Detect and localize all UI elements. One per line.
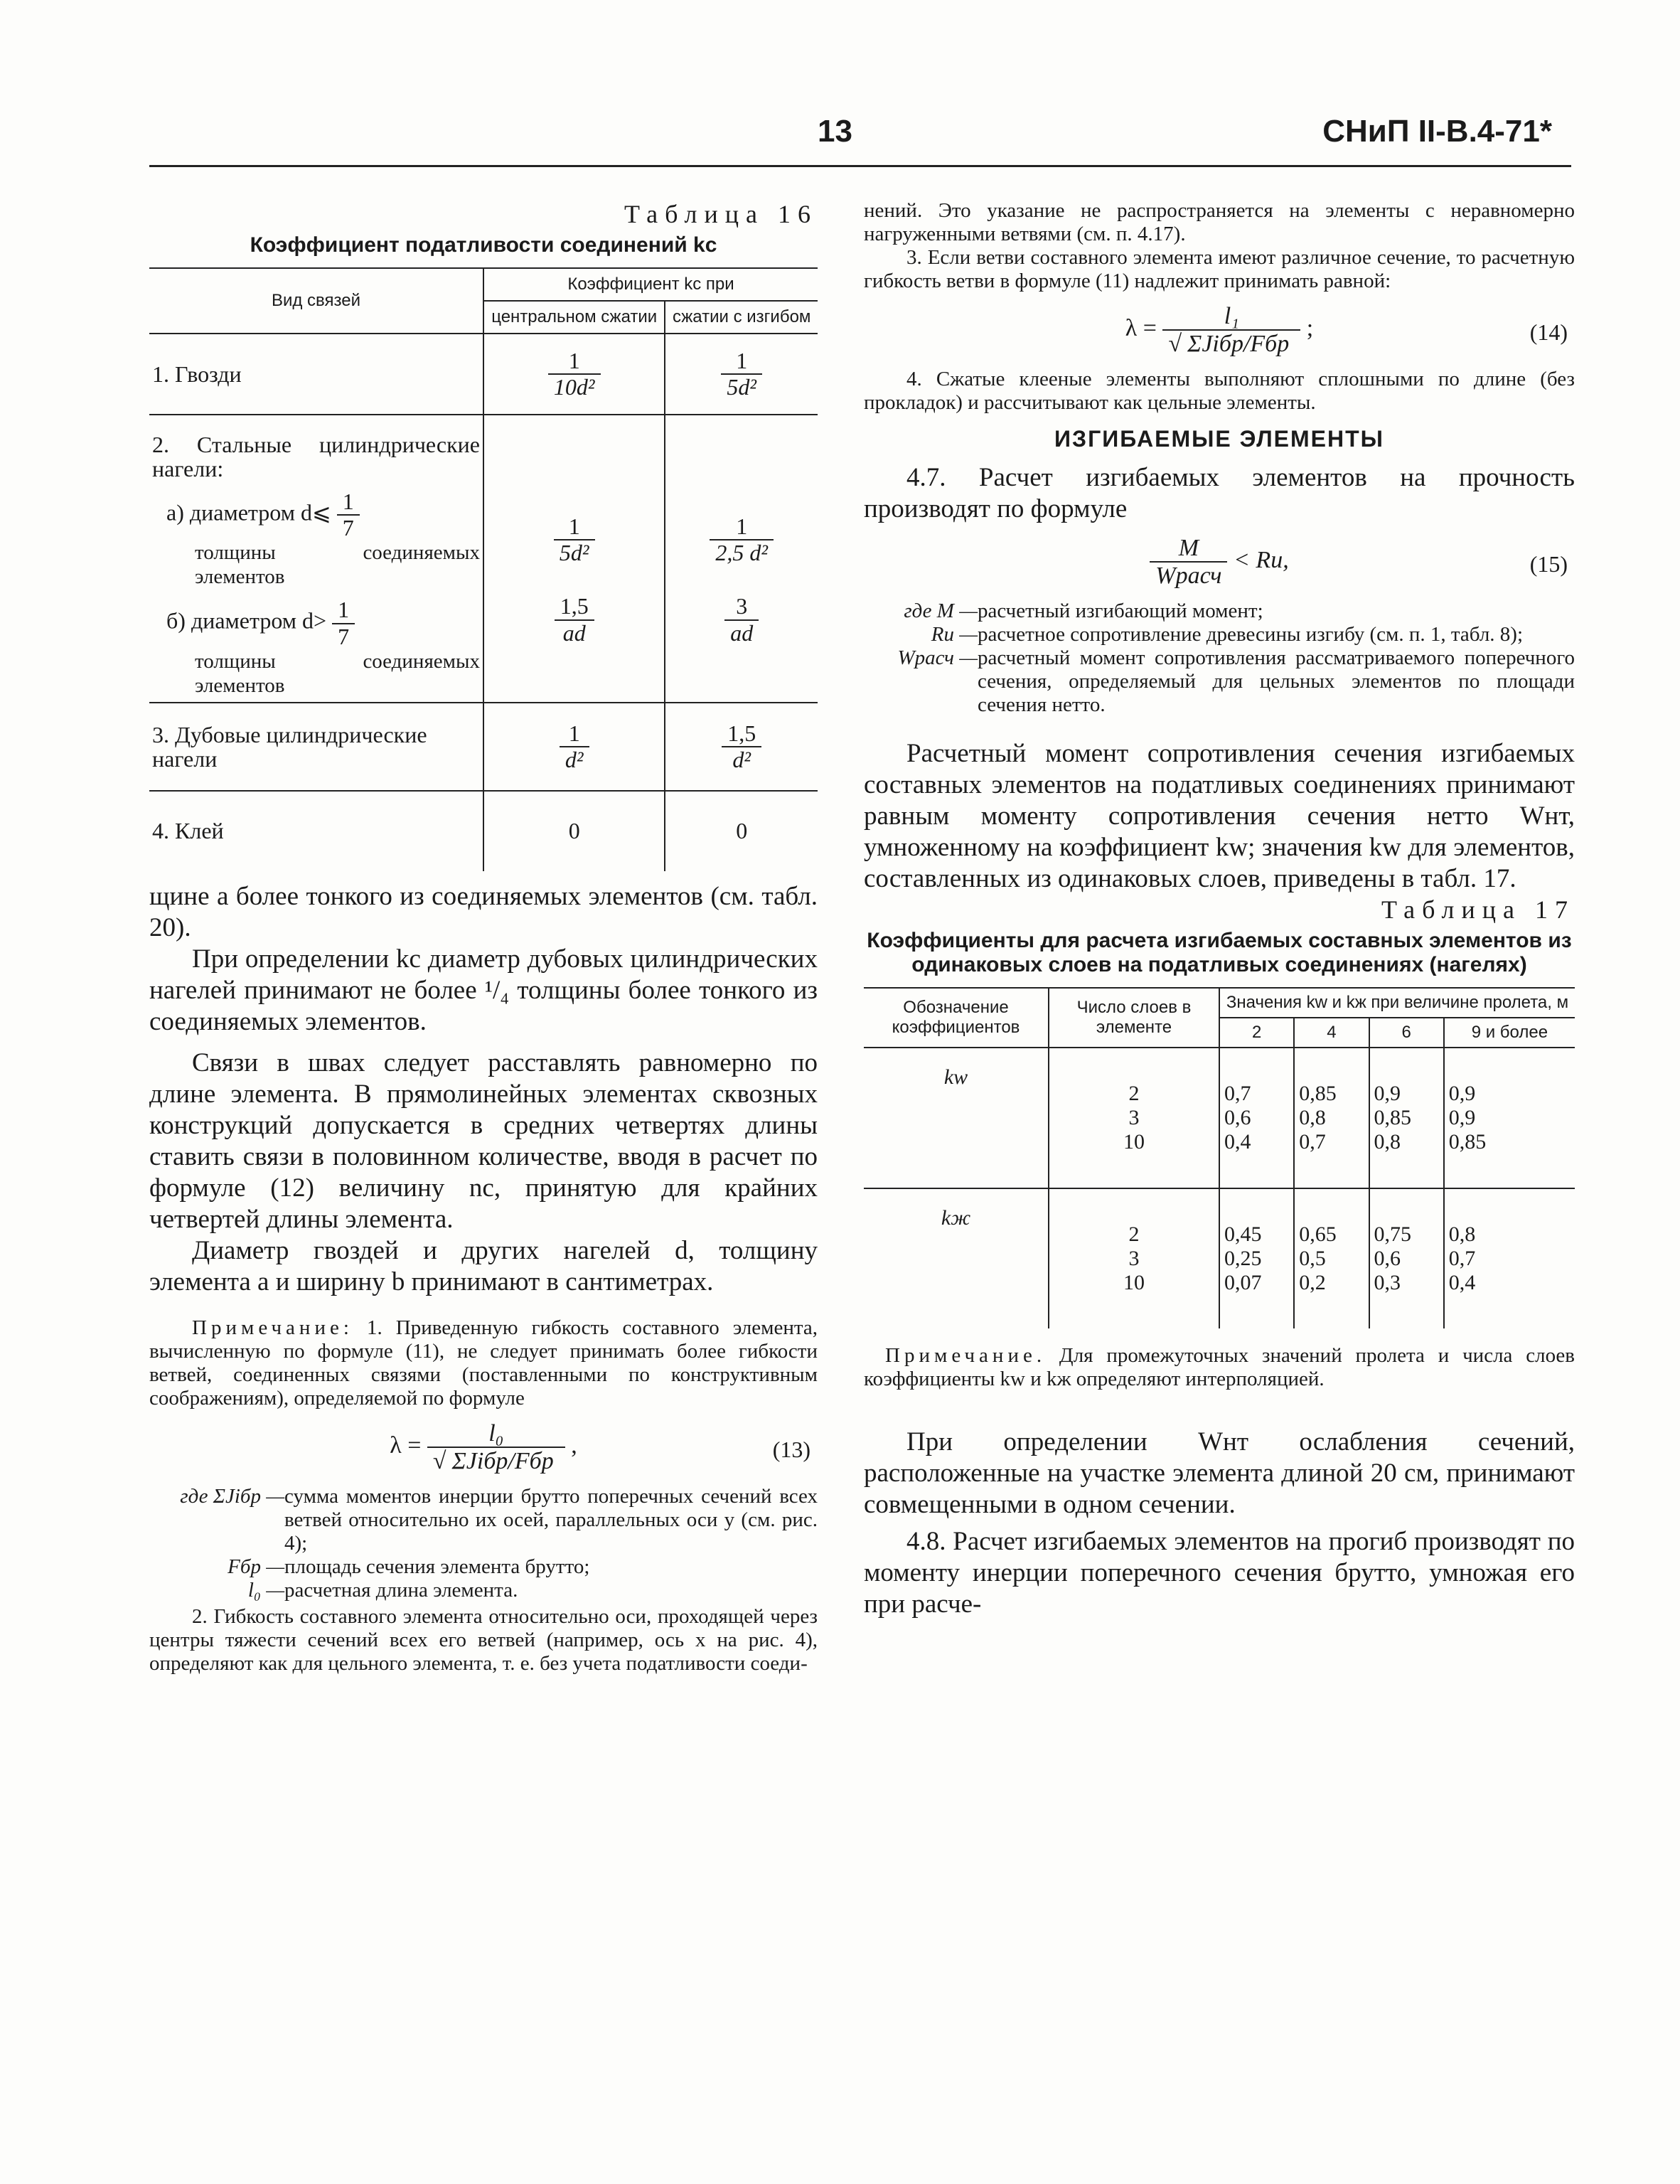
paragraph: 4.8. Расчет изгибаемых элементов на прогиб производят по моменту инерции поперечного сечения брутто, умножая его при расче- xyxy=(864,1526,1575,1619)
where-item: где M — расчетный изгибающий момент; xyxy=(904,599,1263,622)
right-column xyxy=(864,199,1575,1620)
t17-cell: 0,9 0,85 0,8 xyxy=(1369,1048,1444,1188)
t16-row-oak xyxy=(149,703,818,791)
t16-cell: $\frac{1}{\text{5d²}}$ $\frac{1,5}{ad}$ xyxy=(483,415,665,703)
t16-cell: $\frac{1}{\text{5d²}}$ xyxy=(665,334,818,415)
t17-head-span: Значения kw и kж при величине пролета, м xyxy=(1219,988,1575,1018)
t17-group-kzh xyxy=(864,1188,1575,1328)
t17-cell: 0,75 0,6 0,3 xyxy=(1369,1188,1444,1328)
paragraph: 4. Сжатые клееные элементы выполняют сплошными по длине (без прокладок) и рассчитывают как цельные элементы. xyxy=(864,367,1575,414)
table16 xyxy=(149,267,818,871)
t16-row-label: 2. Стальные цилиндрические нагели: а) диаметром d⩽ $\frac{1}{7}$ толщины соединяемых элементов б) диаметром d> $\frac{1}{7}$ толщины соединяемых элементов xyxy=(149,415,483,703)
note: Примечание: 1. Приведенную гибкость составного элемента, вычисленную по формуле (11), не следует принимать более гибкости ветвей, соединенных связями (поставленными по конструктивным соображениям), определяемой по формуле xyxy=(149,1316,818,1410)
paragraph: щине a более тонкого из соединяемых элементов (см. табл. 20). xyxy=(149,881,818,942)
t16-head-central: центральном сжатии xyxy=(483,301,665,334)
t16-row-nails xyxy=(149,334,818,415)
table17-caption: Таблица 17 xyxy=(1381,895,1575,924)
paragraph: 4.7. Расчет изгибаемых элементов на прочность производят по формуле xyxy=(864,462,1575,523)
where-item: Fбр — площадь сечения элемента брутто; xyxy=(228,1555,590,1578)
t16-head-bending: сжатии с изгибом xyxy=(665,301,818,334)
formula-14: λ = $\frac{\text{l₁}}{\text{√ ΣJiбр/Fбр}}$ ; (14) xyxy=(1125,303,1568,358)
t16-row-label: 3. Дубовые цилиндрические нагели xyxy=(149,703,483,791)
formula-15: $\frac{M}{\text{Wрасч}}$ < Rи, (15) xyxy=(864,535,1575,590)
table17-note: Примечание. Для промежуточных значений пролета и числа слоев коэффициенты kw и kж определяют интерполяцией. xyxy=(864,1343,1575,1390)
t16-cell: $\frac{1}{\text{d²}}$ xyxy=(483,703,665,791)
where-list-15 xyxy=(864,600,1575,717)
header-rule xyxy=(149,165,1571,167)
t16-row-glue xyxy=(149,791,818,871)
t17-coef-name: kж xyxy=(864,1188,1049,1328)
t16-head-coef: Коэффициент kc при xyxy=(483,268,818,301)
t17-cell: 0,7 0,6 0,4 xyxy=(1219,1048,1294,1188)
t17-cell: 0,85 0,8 0,7 xyxy=(1294,1048,1369,1188)
table16-caption: Таблица 16 xyxy=(624,200,818,228)
formula-13: λ = $\frac{\text{l₀}}{\text{√ ΣJiбр/Fбр}}$ , (13) xyxy=(390,1419,810,1475)
paragraph: 3. Если ветви составного элемента имеют различное сечение, то расчетную гибкость ветви в формуле (11) надлежит принимать равной: xyxy=(864,246,1575,292)
t17-cell: 0,9 0,9 0,85 xyxy=(1444,1048,1575,1188)
paragraph: нений. Это указание не распространяется на элементы с неравномерно нагруженными ветвями (см. п. 4.17). xyxy=(864,199,1575,245)
t17-group-kw xyxy=(864,1048,1575,1188)
t17-cell: 2 3 10 xyxy=(1049,1048,1219,1188)
t16-cell: 0 xyxy=(483,791,665,871)
paragraph: При определении Wнт ослабления сечений, расположенные на участке элемента длиной 20 см, принимают совмещенными в одном сечении. xyxy=(864,1427,1575,1519)
paragraph: Диаметр гвоздей и других нагелей d, толщину элемента a и ширину b принимают в сантиметрах. xyxy=(149,1235,818,1296)
t17-cell: 0,65 0,5 0,2 xyxy=(1294,1188,1369,1328)
t17-coef-name: kw xyxy=(864,1048,1049,1188)
t17-head-span-2: 2 xyxy=(1219,1018,1294,1048)
t17-head-coef: Обозначение коэффициентов xyxy=(864,988,1049,1048)
table16-title: Коэффициент податливости соединений kc xyxy=(250,233,717,257)
table17 xyxy=(864,987,1575,1328)
where-item: где ΣJiбр — сумма моментов инерции брутто поперечных сечений всех ветвей относительно их осей, параллельных оси y (см. рис. 4); xyxy=(180,1484,818,1555)
t17-head-layers: Число слоев в элементе xyxy=(1049,988,1219,1048)
t17-cell: 2 3 10 xyxy=(1049,1188,1219,1328)
table17-title: Коэффициенты для расчета изгибаемых составных элементов из одинаковых слоев на податливых соединениях (нагелях) xyxy=(867,928,1572,976)
t16-row-label: 4. Клей xyxy=(149,791,483,871)
t16-row-steel xyxy=(149,415,818,703)
left-column xyxy=(149,199,818,1676)
t17-head-span-6: 6 xyxy=(1369,1018,1444,1048)
paragraph: Связи в швах следует расставлять равномерно по длине элемента. В прямолинейных элементах сквозных конструкций допускается в средних четвертях длины ставить связи в половинном количестве, вводя в расчет по формуле (12) величину nc, принятую для крайних четвертей длины элемента. xyxy=(149,1048,818,1234)
section-heading: ИЗГИБАЕМЫЕ ЭЛЕМЕНТЫ xyxy=(1054,425,1384,452)
t16-row-label: 1. Гвозди xyxy=(149,334,483,415)
document-code: СНиП II-В.4-71* xyxy=(1322,114,1552,149)
where-item: Rи — расчетное сопротивление древесины изгибу (см. п. 1, табл. 8); xyxy=(931,622,1523,646)
where-list-13 xyxy=(149,1485,818,1602)
t16-cell: 0 xyxy=(736,818,748,844)
t17-cell: 0,8 0,7 0,4 xyxy=(1448,1222,1476,1294)
where-item: Wрасч — расчетный момент сопротивления рассматриваемого поперечного сечения, определяемый для цельных элементов по площади сечения нетто. xyxy=(897,646,1575,716)
note-2: 2. Гибкость составного элемента относительно оси, проходящей через центры тяжести сечений всех его ветвей (например, ось x на рис. 4), определяют как для цельного элемента, т. е. без учета податливости соеди- xyxy=(149,1604,818,1675)
page-number: 13 xyxy=(818,114,852,149)
t17-cell: 0,45 0,25 0,07 xyxy=(1219,1188,1294,1328)
paragraph: При определении kc диаметр дубовых цилиндрических нагелей принимают не более ¹/₄ толщины более тонкого из соединяемых элементов. xyxy=(149,944,818,1036)
t16-cell: $\frac{1}{\text{10d²}}$ xyxy=(483,334,665,415)
t16-head-type: Вид связей xyxy=(149,268,483,334)
where-item: l₀ — расчетная длина элемента. xyxy=(247,1578,518,1602)
t17-head-span-4: 4 xyxy=(1294,1018,1369,1048)
t17-head-span-9: 9 и более xyxy=(1444,1018,1575,1048)
t16-cell: $\frac{1,5}{\text{d²}}$ xyxy=(665,703,818,791)
t16-cell: $\frac{1}{\text{2,5 d²}}$ $\frac{3}{ad}$ xyxy=(665,415,818,703)
paragraph: Расчетный момент сопротивления сечения изгибаемых составных элементов на податливых соединениях принимают равным моменту сопротивления сечения нетто Wнт, умноженному на коэффициент kw; значения kw для элементов, составленных из одинаковых слоев, приведены в табл. 17. xyxy=(864,738,1575,893)
